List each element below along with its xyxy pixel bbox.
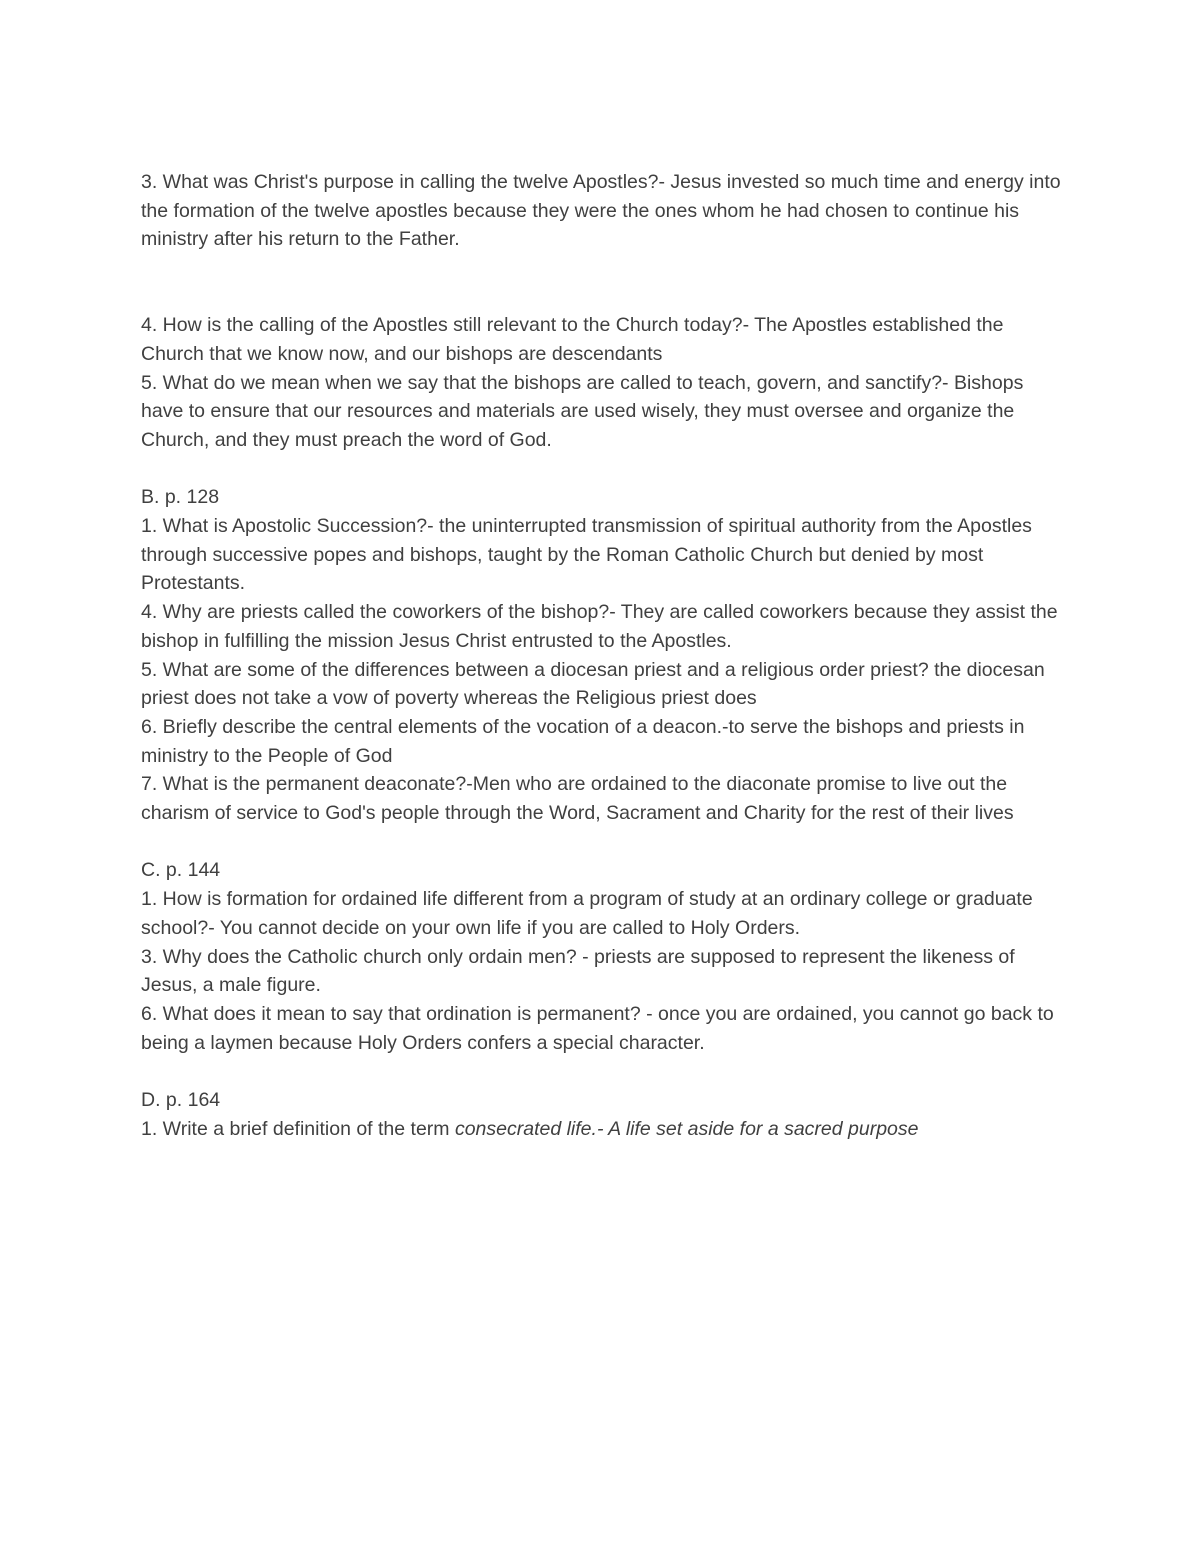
section-c-item-6: 6. What does it mean to say that ordination is permanent? - once you are ordained, you cannot go back to being a laymen because Holy Orders confers a special character. <box>141 1002 1054 1054</box>
section-c-item-1: 1. How is formation for ordained life different from a program of study at an ordinary college or graduate school?- You cannot decide on your own life if you are called to Holy Orders. <box>141 888 1033 939</box>
spacer <box>141 254 1071 311</box>
section-d-heading: D. p. 164 <box>141 1089 221 1112</box>
question-5: 5. What do we mean when we say that the bishops are called to teach, govern, and sanctify?- Bishops have to ensure that our resources and materials are used wisely, they must oversee and organize the Church, and they must preach the word of God. <box>141 371 1024 451</box>
section-b-item-4: 4. Why are priests called the coworkers of the bishop?- They are called coworkers because they assist the bishop in fulfilling the mission Jesus Christ entrusted to the Apostles. <box>141 601 1058 652</box>
question-4: 4. How is the calling of the Apostles still relevant to the Church today?- The Apostles established the Church that we know now, and our bishops are descendants <box>141 314 1004 365</box>
spacer <box>141 455 1071 484</box>
section-c-heading: C. p. 144 <box>141 859 221 882</box>
section-d-item-1 <box>141 1115 1071 1144</box>
section-b-item-1: 1. What is Apostolic Succession?- the uninterrupted transmission of spiritual authority from the Apostles through successive popes and bishops, taught by the Roman Catholic Church but denied by most Protestants. <box>141 515 1032 595</box>
section-b-heading: B. p. 128 <box>141 486 220 509</box>
spacer <box>141 828 1071 857</box>
section-c-item-3: 3. Why does the Catholic church only ordain men? - priests are supposed to represent the likeness of Jesus, a male figure. <box>141 945 1015 997</box>
section-d-item-1-definition: consecrated life.- A life set aside for a sacred purpose <box>454 1117 919 1140</box>
section-d-item-1-prefix: 1. Write a brief definition of the term <box>141 1117 455 1140</box>
spacer <box>141 1057 1071 1086</box>
section-b-item-5: 5. What are some of the differences between a diocesan priest and a religious order priest? the diocesan priest does not take a vow of poverty whereas the Religious priest does <box>141 658 1045 710</box>
document-page <box>141 168 1071 1143</box>
question-3: 3. What was Christ's purpose in calling the twelve Apostles?- Jesus invested so much time and energy into the formation of the twelve apostles because they were the ones whom he had chosen to continue his ministry after his return to the Father. <box>141 171 1061 251</box>
section-b-item-6: 6. Briefly describe the central elements of the vocation of a deacon.-to serve the bishops and priests in ministry to the People of God <box>141 715 1025 767</box>
section-b-item-7: 7. What is the permanent deaconate?-Men who are ordained to the diaconate promise to live out the charism of service to God's people through the Word, Sacrament and Charity for the rest of their lives <box>141 773 1014 825</box>
